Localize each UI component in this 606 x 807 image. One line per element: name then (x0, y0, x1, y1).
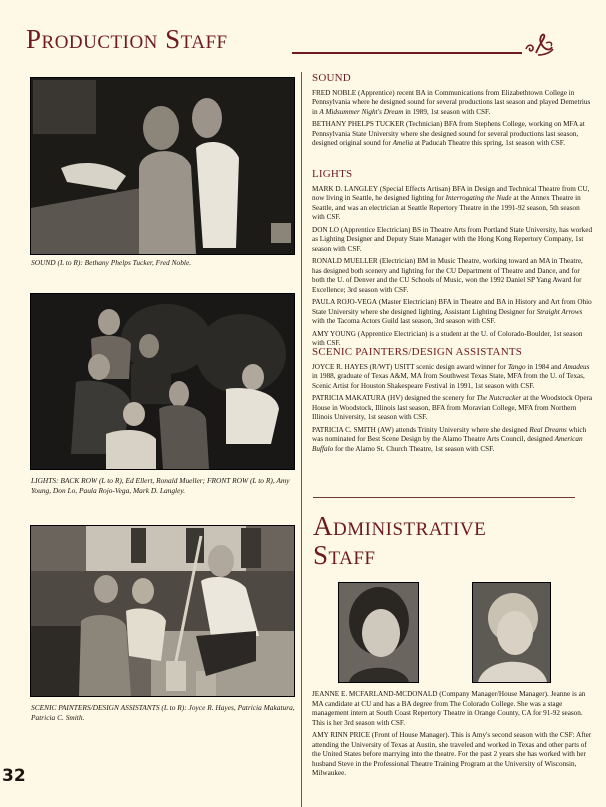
admin-staff-title (313, 512, 486, 570)
staff-bio-cont: in 1989, 1st season with CSF. (403, 107, 491, 116)
staff-entry (312, 363, 594, 392)
admin-title-line2: Staff (313, 540, 376, 570)
staff-entry (312, 690, 594, 728)
scenic-photo-caption: SCENIC PAINTERS/DESIGN ASSISTANTS (L to R): Joyce R. Hayes, Patricia Makatura, Patricia C. Smith. (31, 703, 295, 722)
sound-photo-image (31, 78, 294, 254)
staff-bio: (Front of House Manager). This is Amy's second season with the CSF: After attending the University of Texas at Austin, she traveled and worked in Texas and other parts of the United States before marrying into the theatre. For the past 2 years she has worked with her husband Steve in the Professional Theatre Training Program at the University of Wisconsin, Milwaukee. (312, 731, 592, 777)
admin-title-line1: Administrative (313, 511, 487, 541)
staff-name: PATRICIA MAKATURA (312, 394, 386, 402)
production-title: Tango (507, 362, 526, 371)
staff-name: AMY YOUNG (312, 329, 356, 338)
staff-bio: (Apprentice Electrician) is a student at the U. of Colorado-Boulder, 1st season with CSF. (312, 329, 583, 347)
production-title: Amadeus (563, 362, 590, 371)
production-title: The Nutcracker (476, 394, 522, 402)
column-divider (301, 72, 302, 807)
staff-entry (312, 257, 594, 295)
scenic-photo-image (31, 526, 294, 696)
title-rule (292, 52, 522, 54)
staff-name: PAULA ROJO-VEGA (312, 298, 378, 306)
staff-bio-cont: with the Tacoma Actors Guild last season, 3rd season with CSF. (312, 317, 496, 325)
staff-entry (312, 394, 594, 423)
sound-crew-photo (30, 77, 295, 255)
staff-bio-cont: which was nominated for Best Scene Design by the Alamo Theatre Arts Council, designed (312, 425, 587, 443)
lights-photo-image (31, 294, 294, 469)
staff-name: RONALD MUELLER (312, 257, 378, 265)
production-title: Straight Arrows (536, 307, 583, 316)
staff-bio-cont: in 1988, graduate of Texas A&M, MA from Southwest Texas State, MFA from the U. of Texas, Scenic Artist for Houston Shakespeare Festival in 1991, 1st season with CSF. (312, 372, 585, 390)
production-title: American Buffalo (312, 435, 583, 453)
staff-bio: (AW) attends Trinity University where she designed (375, 425, 530, 434)
staff-bio-cont: at the Annex Theatre in Seattle, and was an electrician at Seattle Repertory Theatre in the 1991-92 season, 5th season with CSF. (312, 194, 581, 221)
staff-entry (312, 89, 594, 118)
staff-bio: (Technician) BFA from Stephens College, working on MFA at Pennsylvania State University where she designed sound for several productions last season, designed original sound for (312, 120, 585, 147)
sound-heading: SOUND (312, 72, 351, 84)
staff-entry (312, 731, 594, 779)
staff-name: MARK D. LANGLEY (312, 184, 379, 193)
production-title: Real Dreams (529, 425, 567, 434)
headshot-image (339, 583, 418, 682)
staff-bio-cont: for the Alamo St. Church Theatre, 1st season with CSF. (333, 444, 495, 453)
staff-entry (312, 226, 594, 255)
staff-entry (312, 120, 594, 149)
staff-entry (312, 426, 594, 455)
lights-heading: LIGHTS (312, 168, 353, 180)
staff-name: FRED NOBLE (312, 88, 357, 97)
headshot-price (472, 582, 551, 683)
staff-name: BETHANY PHELPS TUCKER (312, 120, 405, 128)
staff-bio-cont: in 1984 and (525, 362, 564, 371)
staff-bio: (Special Effects Artisan) BFA in Design and Technical Theatre from CU, now living in Seattle, he designed lighting for (312, 184, 590, 202)
production-title: A Midsummer Night's Dream (319, 107, 404, 116)
staff-bio: (Master Electrician) BFA in Theatre and BA in History and Art from Ohio State University where she designed lighting, Assistant Lighting Designer for (312, 298, 592, 316)
staff-bio: (Apprentice) recent BA in Communications from Elizabethtown College in Pennsylvania where he designed sound for several productions last season and played Demetrius in (312, 88, 591, 116)
lights-section (312, 170, 594, 352)
scenic-section (312, 348, 594, 457)
page-number: 32 (2, 766, 26, 786)
sound-section (312, 74, 594, 152)
sound-photo-caption: SOUND (L to R): Bethany Phelps Tucker, Fred Noble. (31, 258, 192, 267)
staff-bio-cont: at the Woodstock Opera House in Woodstock, Illinois last season, BFA from Moravian College, MFA from Northern Illinois University, 1st season with CSF. (312, 394, 593, 421)
staff-bio-cont: at Paducah Theatre this spring, 1st season with CSF. (413, 139, 566, 147)
production-title: Interrogating the Nude (445, 194, 512, 202)
staff-name: AMY RINN PRICE (312, 731, 371, 739)
page-title: Production Staff (26, 24, 228, 54)
headshot-mcfarland-mcdonald (338, 582, 419, 683)
staff-bio: (Apprentice Electrician) BS in Theatre Arts from Portland State University, has worked as Lighting Designer and Deputy State Manager with the Hong Kong Repertory Company, 1st season with CSF. (312, 225, 593, 253)
section-divider (313, 497, 575, 498)
staff-name: PATRICIA C. SMITH (312, 425, 376, 434)
staff-bio: (R/WT) USITT scenic design award winner for (367, 362, 508, 371)
staff-bio: (HV) designed the scenery for (385, 394, 477, 402)
production-title: Amelia (392, 139, 414, 147)
scenic-painters-photo (30, 525, 295, 697)
staff-entry (312, 185, 594, 223)
lights-photo-caption: LIGHTS: BACK ROW (L to R), Ed Ellert, Ronald Mueller; FRONT ROW (L to R), Amy Young, Don Lo, Paula Rojo-Vega, Mark D. Langley. (31, 476, 290, 495)
staff-bio: (Electrician) BM in Music Theatre, working toward an MA in Theatre, has designed both scenery and lighting for the CU Department of Theatre and Dance, and for both the U. of Denver and the CU Schools of Music, won the 1992 Daniel SP Yang Award for Excellence; 3rd season with CSF. (312, 257, 583, 294)
lights-crew-photo (30, 293, 295, 470)
headshot-image (473, 583, 550, 682)
admin-section (312, 690, 594, 782)
staff-bio: (Company Manager/House Manager). Jeanne is an MA candidate at CU and has a BA degree from The Colorado College. She was a stage management intern at South Coast Repertory Theatre in Orange County, CA for 91-92 season. This is her 3rd season with CSF. (312, 690, 586, 727)
staff-name: JEANNE E. MCFARLAND-MCDONALD (312, 690, 438, 698)
flourish-ornament-icon (524, 33, 556, 59)
scenic-heading: SCENIC PAINTERS/DESIGN ASSISTANTS (312, 346, 523, 358)
staff-name: JOYCE R. HAYES (312, 362, 368, 371)
staff-entry (312, 298, 594, 327)
staff-name: DON LO (312, 225, 339, 234)
